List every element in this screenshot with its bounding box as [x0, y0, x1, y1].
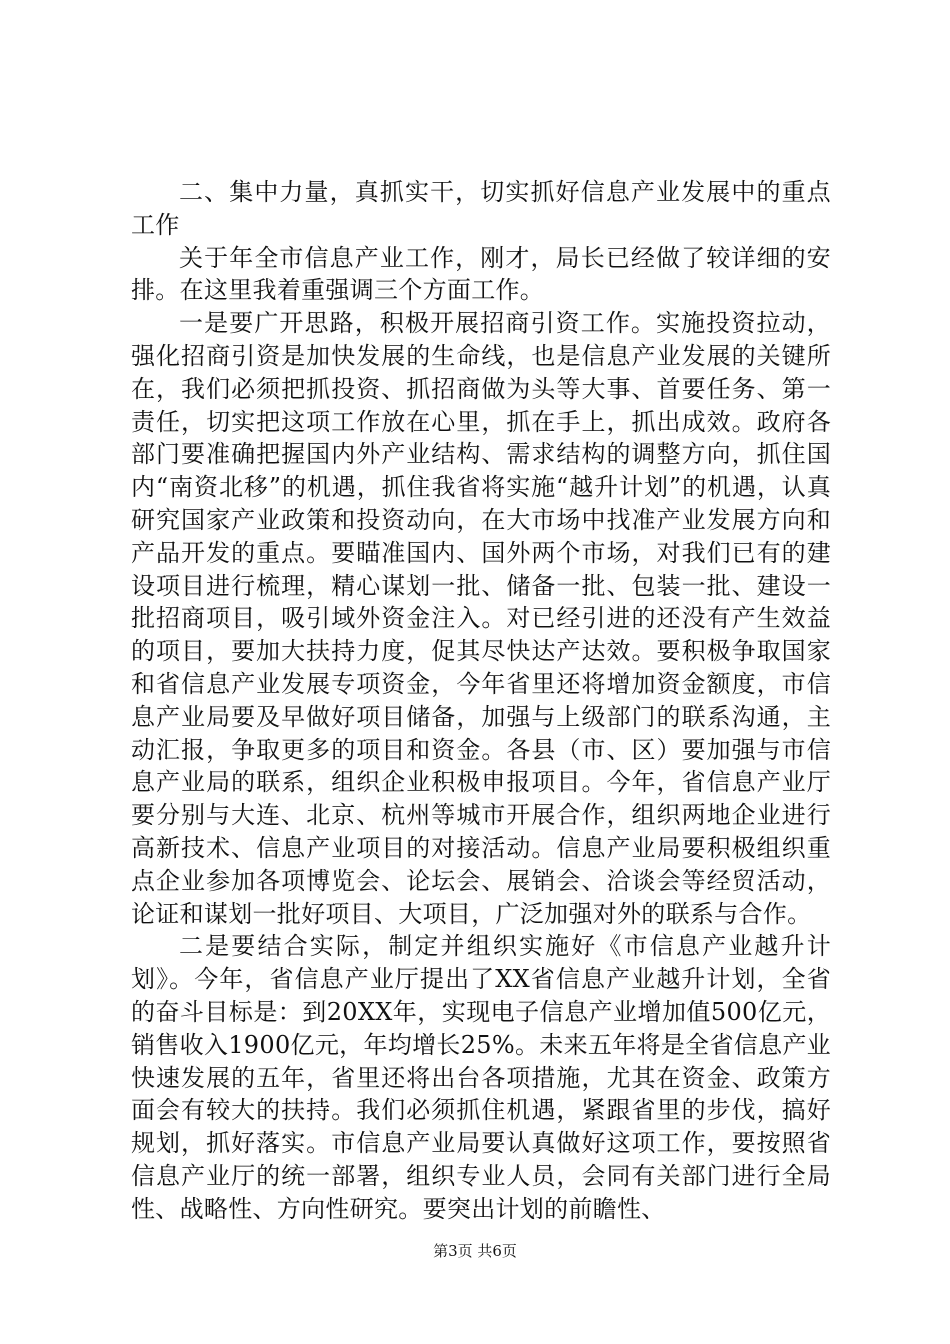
investment-paragraph: 一是要广开思路，积极开展招商引资工作。实施投资拉动，强化招商引资是加快发展的生命线，也是信息产业发展的关键所在，我们必须把抓投资、抓招商做为头等大事、首要任务、第一责任，切实把这项工作放在心里，抓在手上，抓出成效。政府各部门要准确把握国内外产业结构、需求结构的调整方向，抓住国内“南资北移”的机遇，抓住我省将实施“越升计划”的机遇，认真研究国家产业政策和投资动向，在大市场中找准产业发展方向和产品开发的重点。要瞄准国内、国外两个市场，对我们已有的建设项目进行梳理，精心谋划一批、储备一批、包装一批、建设一批招商项目，吸引域外资金注入。对已经引进的还没有产生效益的项目，要加大扶持力度，促其尽快达产达效。要积极争取国家和省信息产业发展专项资金，今年省里还将增加资金额度，市信息产业局要及早做好项目储备，加强与上级部门的联系沟通，主动汇报，争取更多的项目和资金。各县（市、区）要加强与市信息产业局的联系，组织企业积极申报项目。今年，省信息产业厅要分别与大连、北京、杭州等城市开展合作，组织两地企业进行高新技术、信息产业项目的对接活动。信息产业局要积极组织重点企业参加各项博览会、论坛会、展销会、洽谈会等经贸活动，论证和谋划一批好项目、大项目，广泛加强对外的联系与合作。 [131, 309, 831, 928]
document-body [131, 176, 831, 1226]
plan-paragraph: 二是要结合实际，制定并组织实施好《市信息产业越升计划》。今年，省信息产业厅提出了XX省信息产业越升计划，全省的奋斗目标是：到20XX年，实现电子信息产业增加值500亿元，销售收入1900亿元，年均增长25%。未来五年将是全省信息产业快速发展的五年，省里还将出台各项措施，尤其在资金、政策方面会有较大的扶持。我们必须抓住机遇，紧跟省里的步伐，搞好规划，抓好落实。市信息产业局要认真做好这项工作，要按照省信息产业厅的统一部署，组织专业人员，会同有关部门进行全局性、战略性、方向性研究。要突出计划的前瞻性、 [131, 932, 831, 1223]
intro-paragraph: 关于年全市信息产业工作，刚才，局长已经做了较详细的安排。在这里我着重强调三个方面工作。 [131, 243, 831, 305]
page-number-footer: 第3页 共6页 [433, 1242, 517, 1260]
section-heading-paragraph: 二、集中力量，真抓实干，切实抓好信息产业发展中的重点工作 [131, 178, 831, 239]
